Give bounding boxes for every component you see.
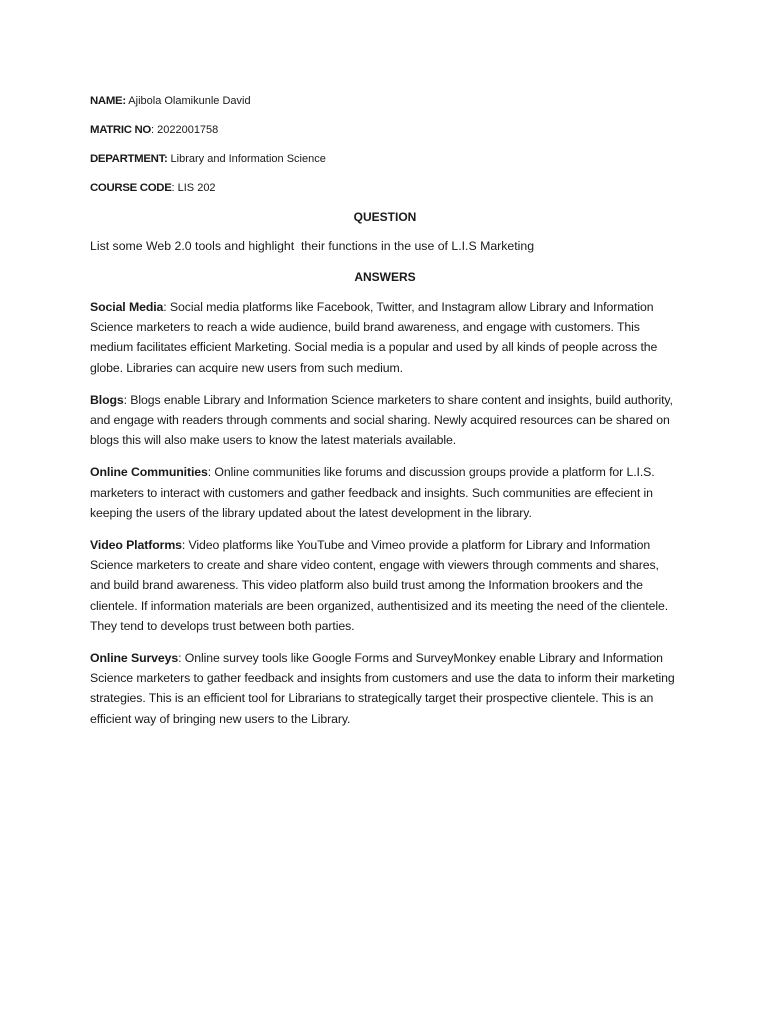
- answer-term: Social Media: [90, 300, 164, 314]
- name-value: Ajibola Olamikunle David: [125, 95, 251, 107]
- matric-value: : 2022001758: [151, 124, 219, 136]
- name-label: NAME:: [90, 95, 126, 107]
- answer-term: Video Platforms: [90, 538, 182, 553]
- question-text: List some Web 2.0 tools and highlight their functions in the use of L.I.S Marketing: [90, 239, 535, 253]
- answer-paragraph: [90, 390, 680, 451]
- answer-paragraph: [90, 648, 680, 729]
- department-value: Library and Information Science: [167, 153, 326, 165]
- answer-paragraph: [90, 535, 680, 636]
- answer-text: : Social media platforms like Facebook, Twitter, and Instagram allow Library and Information Science marketers to reach a wide audience, build brand awareness, and engage with customers. This medium facilitates efficient Marketing. Social media is a popular and used by all kinds of people across the globe. Libraries can acquire new users from such medium.: [90, 300, 658, 375]
- matric-label: MATRIC NO: [90, 124, 151, 136]
- matric-number-line: [90, 121, 680, 139]
- course-code-line: [90, 179, 680, 197]
- course-label: COURSE CODE: [90, 182, 172, 194]
- answer-text: : Online communities like forums and discussion groups provide a platform for L.I.S. marketers to interact with customers and gather feedback and insights. Such communities are effecient in keeping the users of the library updated about the latest development in the library.: [90, 465, 655, 520]
- answer-term: Online Surveys: [90, 651, 179, 666]
- answer-text: : Video platforms like YouTube and Vimeo provide a platform for Library and Information Science marketers to create and share video content, engage with viewers through comments and shares, and build brand awareness. This video platform also build trust among the Information brookers and the clientele. If information materials are been organized, authentisized and its meeting the need of the clientele. They tend to develops trust between both parties.: [90, 538, 669, 633]
- answer-paragraph: [90, 462, 680, 523]
- answers-heading: ANSWERS: [354, 270, 416, 284]
- answer-term: Online Communities: [90, 465, 208, 480]
- answer-text: : Blogs enable Library and Information Science marketers to share content and insights, build authority, and engage with readers through comments and social sharing. Newly acquired resources can be shared on blogs this will also make users to know the latest materials available.: [90, 392, 673, 448]
- course-value: : LIS 202: [171, 182, 216, 194]
- department-label: DEPARTMENT:: [90, 153, 168, 165]
- student-name-line: [90, 92, 680, 110]
- document-body: [90, 92, 680, 741]
- answer-term: Blogs: [90, 392, 124, 407]
- answer-paragraph: [90, 297, 680, 378]
- department-line: [90, 150, 680, 168]
- question-heading: QUESTION: [353, 210, 417, 224]
- answer-text: : Online survey tools like Google Forms and SurveyMonkey enable Library and Information Science marketers to gather feedback and insights from customers and use the data to inform their marketing strategies. This is an efficient tool for Librarians to strategically target their prospective clientele. This is an efficient way of bringing new users to the Library.: [90, 651, 675, 726]
